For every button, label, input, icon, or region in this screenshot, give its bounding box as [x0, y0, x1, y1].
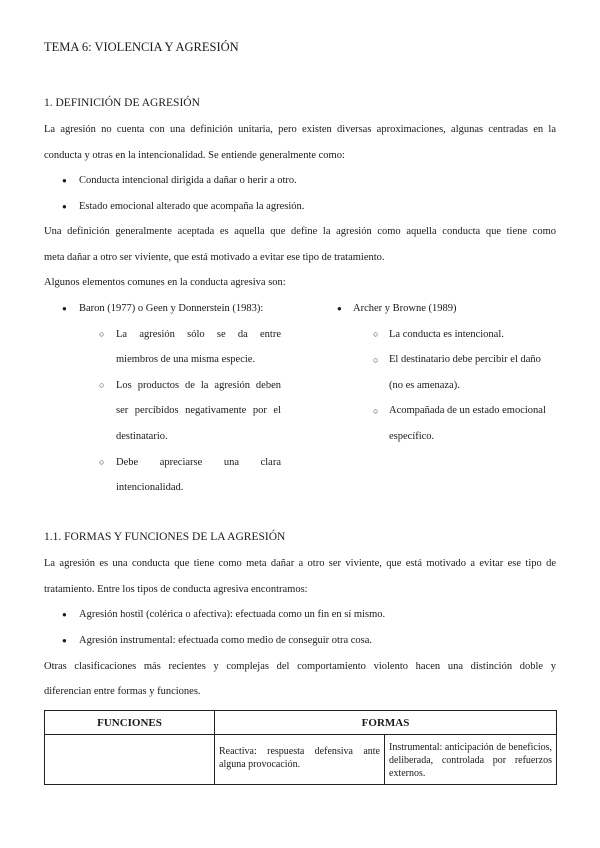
paragraph-line: La agresión es una conducta que tiene como meta dañar a otro ser viviente, que está motivado a evitar ese tipo de — [44, 558, 556, 569]
list-item: específico. — [389, 431, 435, 442]
circle-bullet-icon: ○ — [373, 406, 379, 416]
paragraph-line: Una definición generalmente aceptada es aquella que define la agresión como aquella conducta que tiene como — [44, 226, 556, 237]
list-item: Los productos de la agresión deben — [116, 380, 281, 391]
list-item: Agresión hostil (colérica o afectiva): efectuada como un fin en sí mismo. — [79, 609, 386, 620]
formas-funciones-table — [44, 710, 557, 785]
page-title: TEMA 6: VIOLENCIA Y AGRESIÓN — [44, 40, 239, 54]
bullet-icon: ● — [62, 202, 67, 211]
bullet-icon: ● — [62, 176, 67, 185]
circle-bullet-icon: ○ — [99, 329, 105, 339]
paragraph-line: Otras clasificaciones más recientes y complejas del comportamiento violento hacen una distinción doble y — [44, 661, 556, 672]
paragraph-line: meta dañar a otro ser viviente, que está motivado a evitar ese tipo de tratamiento. — [44, 252, 385, 263]
paragraph-line: diferencian entre formas y funciones. — [44, 686, 201, 697]
list-item: Acompañada de un estado emocional — [389, 405, 546, 416]
bullet-icon: ● — [62, 304, 67, 313]
circle-bullet-icon: ○ — [373, 355, 379, 365]
section-heading-formas-funciones: 1.1. FORMAS Y FUNCIONES DE LA AGRESIÓN — [44, 531, 286, 543]
list-item: Debe apreciarse una clara — [116, 457, 281, 468]
column-label-archer: Archer y Browne (1989) — [353, 303, 457, 314]
table-header-formas: FORMAS — [215, 711, 557, 735]
bullet-icon: ● — [337, 304, 342, 313]
bullet-icon: ● — [62, 610, 67, 619]
table-header-funciones: FUNCIONES — [45, 711, 215, 735]
instrumental-cell: Instrumental: anticipación de beneficios, deliberada, controlada por refuerzos externos. — [385, 735, 557, 785]
funciones-cell — [45, 735, 215, 785]
list-item: La conducta es intencional. — [389, 329, 504, 340]
circle-bullet-icon: ○ — [99, 380, 105, 390]
list-item: intencionalidad. — [116, 482, 184, 493]
list-item: destinatario. — [116, 431, 168, 442]
list-item: ser percibidos negativamente por el — [116, 405, 281, 416]
section-heading-definicion: 1. DEFINICIÓN DE AGRESIÓN — [44, 97, 200, 109]
list-item: El destinatario debe percibir el daño — [389, 354, 541, 365]
list-item: Conducta intencional dirigida a dañar o herir a otro. — [79, 175, 297, 186]
column-label-baron: Baron (1977) o Geen y Donnerstein (1983): — [79, 303, 264, 314]
circle-bullet-icon: ○ — [373, 329, 379, 339]
reactiva-cell: Reactiva: respuesta defensiva ante alguna provocación. — [215, 735, 385, 785]
bullet-icon: ● — [62, 636, 67, 645]
paragraph-line: Algunos elementos comunes en la conducta agresiva son: — [44, 277, 286, 288]
list-item: Agresión instrumental: efectuada como medio de conseguir otra cosa. — [79, 635, 373, 646]
list-item: Estado emocional alterado que acompaña la agresión. — [79, 201, 305, 212]
circle-bullet-icon: ○ — [99, 457, 105, 467]
list-item: miembros de una misma especie. — [116, 354, 256, 365]
paragraph-line: conducta y otras en la intencionalidad. Se entiende generalmente como: — [44, 150, 345, 161]
list-item: La agresión sólo se da entre — [116, 329, 281, 340]
list-item: (no es amenaza). — [389, 380, 460, 391]
paragraph-line: La agresión no cuenta con una definición unitaria, pero existen diversas aproximaciones, algunas centradas en la — [44, 124, 556, 135]
paragraph-line: tratamiento. Entre los tipos de conducta agresiva encontramos: — [44, 584, 308, 595]
